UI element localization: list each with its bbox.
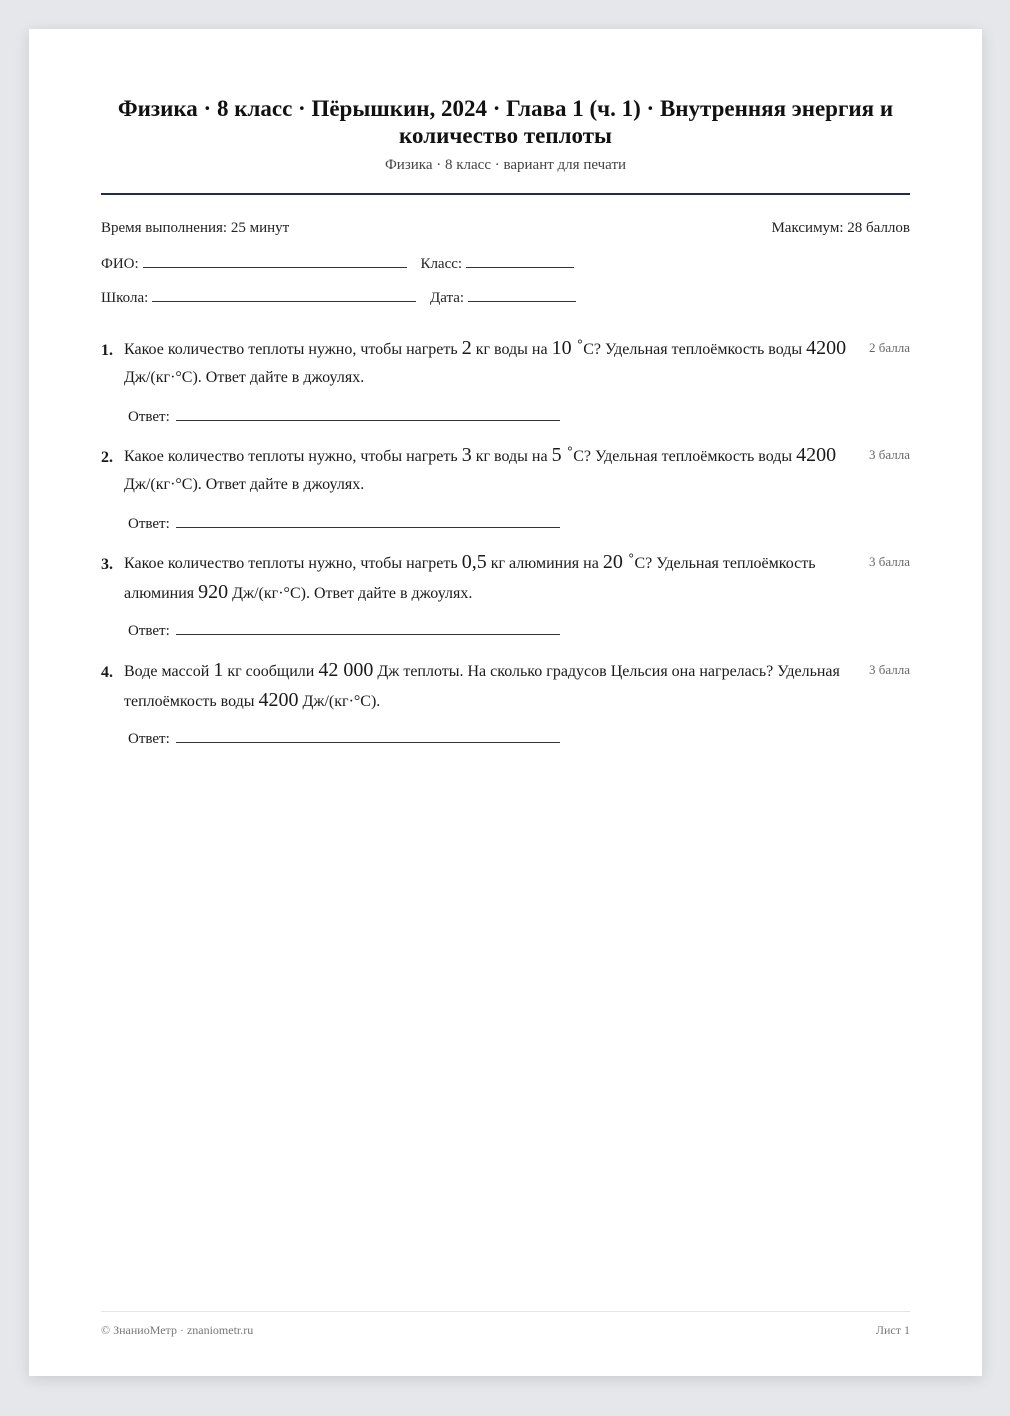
points-badge: 3 балла	[869, 554, 910, 569]
text-part: Дж/(кг·°C). Ответ дайте в джоулях.	[124, 369, 365, 386]
max-score: Максимум: 28 баллов	[771, 220, 910, 236]
class-field[interactable]	[466, 253, 574, 268]
name-field[interactable]	[143, 253, 407, 268]
text-part: кг алюминия на	[486, 555, 603, 572]
question-number: 2.	[101, 449, 113, 466]
text-part: C? Удельная теплоёмкость воды	[583, 341, 807, 358]
answer-row	[128, 513, 560, 533]
answer-label: Ответ:	[128, 409, 170, 425]
answer-row	[128, 728, 560, 748]
math-value: 1	[213, 659, 224, 681]
text-part: кг сообщили	[223, 663, 319, 680]
math-value: 4200	[258, 689, 299, 711]
class-label: Класс:	[420, 256, 463, 272]
answer-label: Ответ:	[128, 623, 170, 639]
question-text	[124, 656, 859, 716]
answer-field[interactable]	[176, 513, 560, 528]
page-subtitle: Физика · 8 класс · вариант для печати	[384, 157, 627, 173]
answer-label: Ответ:	[128, 516, 170, 532]
footer-divider	[101, 1311, 910, 1312]
text-part: C? Удельная теплоёмкость воды	[573, 448, 797, 465]
text-part: Какое количество теплоты нужно, чтобы нагреть	[124, 555, 462, 572]
meta-row	[101, 220, 910, 237]
school-date-row	[101, 287, 576, 307]
math-value: 4200	[806, 337, 847, 359]
math-value: 0,5	[461, 551, 487, 573]
math-value: 10 ˚	[551, 337, 584, 359]
question-number: 4.	[101, 664, 113, 681]
points-badge: 3 балла	[869, 662, 910, 677]
question-text	[124, 441, 859, 499]
answer-label: Ответ:	[128, 731, 170, 747]
worksheet-page	[29, 29, 982, 1376]
question-number: 1.	[101, 342, 113, 359]
footer-sheet-number: Лист 1	[875, 1323, 910, 1337]
page-title: Физика · 8 класс · Пёрышкин, 2024 · Глава 1 (ч. 1) · Внутренняя энергия и количество теплоты	[117, 96, 894, 148]
footer-copyright: © ЗнаниоМетр · znaniometr.ru	[101, 1323, 254, 1337]
answer-field[interactable]	[176, 406, 560, 421]
date-field[interactable]	[468, 287, 576, 302]
name-label: ФИО:	[101, 256, 139, 272]
answer-row	[128, 406, 560, 426]
answer-field[interactable]	[176, 728, 560, 743]
text-part: Какое количество теплоты нужно, чтобы нагреть	[124, 341, 462, 358]
text-part: Дж теплоты. На сколько градусов Цельсия она нагрелась? Удельная теплоёмкость воды	[124, 663, 840, 710]
math-value: 2	[461, 337, 472, 359]
school-field[interactable]	[152, 287, 416, 302]
math-value: 20 ˚	[602, 551, 635, 573]
text-part: Дж/(кг·°C). Ответ дайте в джоулях.	[124, 476, 365, 493]
answer-field[interactable]	[176, 620, 560, 635]
date-label: Дата:	[430, 290, 465, 306]
text-part: Дж/(кг·°C).	[298, 693, 381, 710]
text-part: Какое количество теплоты нужно, чтобы нагреть	[124, 448, 462, 465]
time-limit: Время выполнения: 25 минут	[101, 220, 290, 236]
math-value: 3	[461, 444, 472, 466]
math-value: 4200	[796, 444, 837, 466]
question-text	[124, 334, 859, 392]
question-text	[124, 548, 859, 608]
text-part: Воде массой	[124, 663, 214, 680]
header-divider	[101, 193, 910, 195]
points-badge: 3 балла	[869, 447, 910, 462]
text-part: кг воды на	[471, 448, 552, 465]
math-value: 42 000	[318, 659, 374, 681]
text-part: Дж/(кг·°C). Ответ дайте в джоулях.	[228, 585, 473, 602]
answer-row	[128, 620, 560, 640]
points-badge: 2 балла	[869, 340, 910, 355]
text-part: C? Удельная теплоёмкость алюминия	[124, 555, 816, 602]
school-label: Школа:	[101, 290, 149, 306]
math-value: 920	[198, 581, 229, 603]
text-part: кг воды на	[471, 341, 552, 358]
question-number: 3.	[101, 556, 113, 573]
math-value: 5 ˚	[551, 444, 574, 466]
name-class-row	[101, 253, 574, 273]
